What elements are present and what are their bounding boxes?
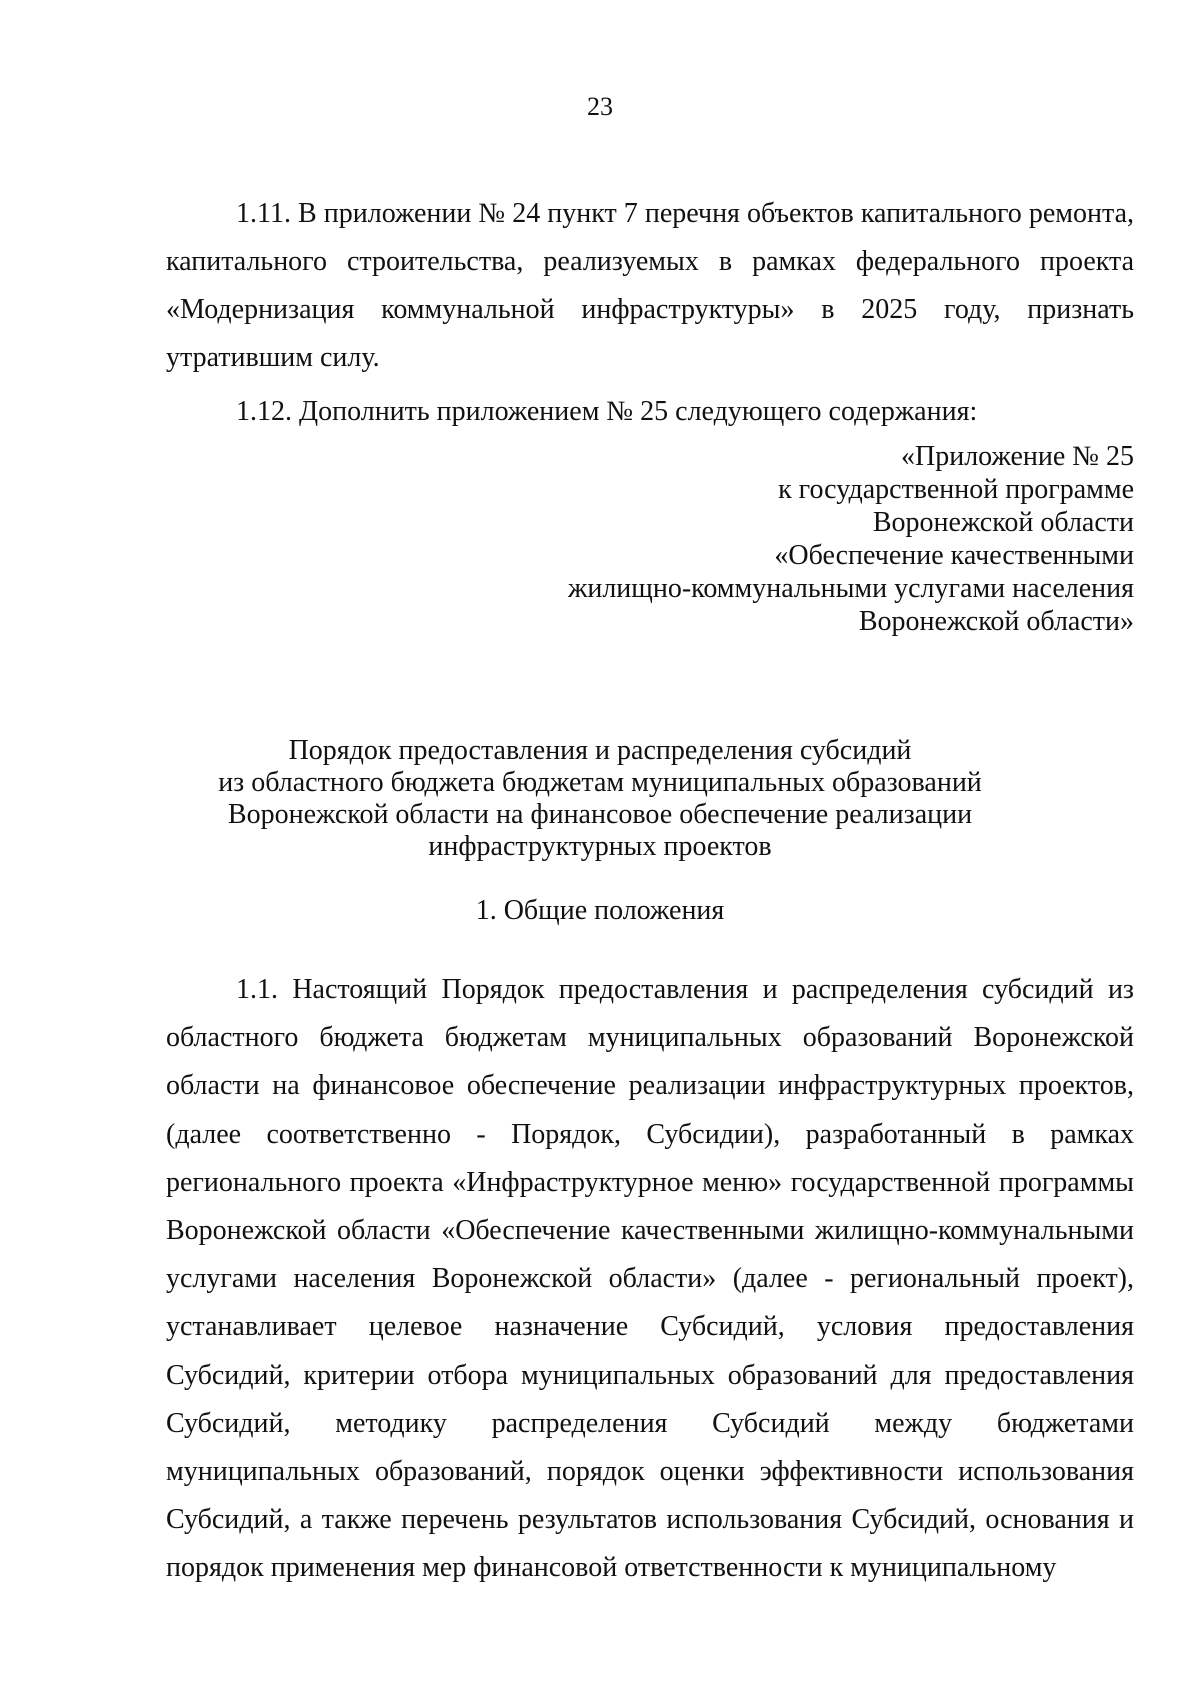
appendix-line: жилищно-коммунальными услугами населения xyxy=(567,573,1134,604)
page-number: 23 xyxy=(587,92,613,121)
paragraph-1-11: 1.11. В приложении № 24 пункт 7 перечня объектов капитального ремонта, капитального строительства, реализуемых в рамках федерального проекта «Модернизация коммунальной инфраструктуры» в 2025 году, признать утратившим силу. xyxy=(166,198,1134,373)
document-title-line: из областного бюджета бюджетам муниципальных образований xyxy=(218,767,982,798)
appendix-line: Воронежской области xyxy=(872,507,1134,538)
document-title xyxy=(0,735,1200,863)
appendix-line: «Приложение № 25 xyxy=(901,441,1134,472)
appendix-line: Воронежской области» xyxy=(858,606,1134,637)
appendix-line: «Обеспечение качественными xyxy=(774,540,1134,571)
document-title-line: Воронежской области на финансовое обеспечение реализации xyxy=(227,799,973,830)
paragraph-1-12: 1.12. Дополнить приложением № 25 следующего содержания: xyxy=(236,396,978,427)
paragraph-1-1: 1.1. Настоящий Порядок предоставления и распределения субсидий из областного бюджета бюджетам муниципальных образований Воронежской области на финансовое обеспечение реализации инфраструктурных проектов, (далее соответственно - Порядок, Субсидии), разработанный в рамках регионального проекта «Инфраструктурное меню» государственной программы Воронежской области «Обеспечение качественными жилищно-коммунальными услугами населения Воронежской области» (далее - региональный проект), устанавливает целевое назначение Субсидий, условия предоставления Субсидий, критерии отбора муниципальных образований для предоставления Субсидий, методику распределения Субсидий между бюджетами муниципальных образований, порядок оценки эффективности использования Субсидий, а также перечень результатов использования Субсидий, основания и порядок применения мер финансовой ответственности к муниципальному xyxy=(166,974,1134,1584)
appendix-line: к государственной программе xyxy=(778,474,1134,505)
document-title-line: инфраструктурных проектов xyxy=(428,831,772,862)
document-title-line: Порядок предоставления и распределения субсидий xyxy=(288,735,912,766)
appendix-header xyxy=(568,440,1134,638)
section-heading: 1. Общие положения xyxy=(475,895,725,926)
